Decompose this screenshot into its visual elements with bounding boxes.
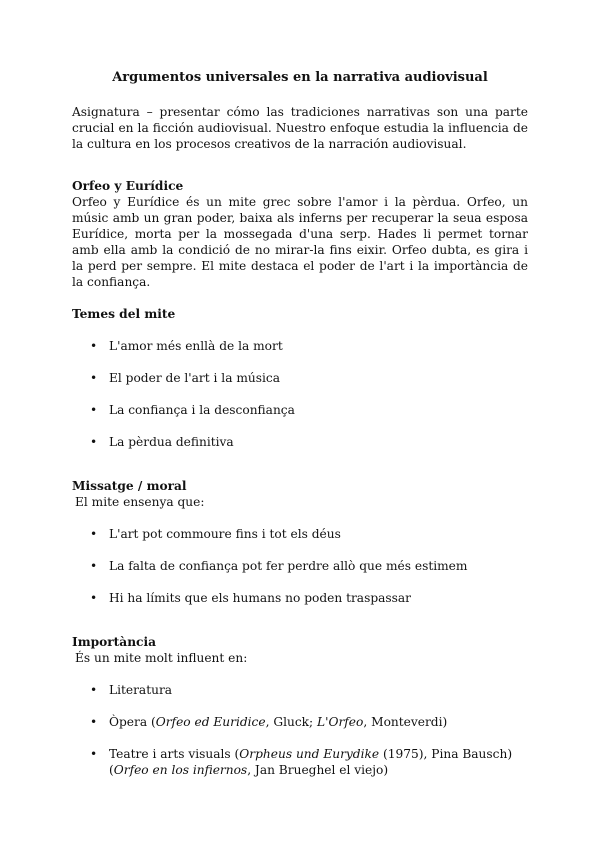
section-heading-orfeo: Orfeo y Eurídice	[72, 179, 184, 193]
orfeo-paragraph: Orfeo y Eurídice és un mite grec sobre l'amor i la pèrdua. Orfeo, un músic amb un gran poder, baixa als inferns per recuperar la seua esposa Eurídice, morta per la mossegada d'una serp. Hades li permet tornar amb ella amb la condició de no mirar-la fins eixir. Orfeo dubta, es gira i la perd per sempre. El mite destaca el poder de l'art i la importància de la confiança.	[72, 195, 528, 289]
list-item	[72, 714, 528, 730]
importancia-list	[72, 682, 528, 778]
item-text: (1975), Pina Bausch) (	[109, 747, 513, 777]
work-title: Orfeo en los infiernos	[113, 763, 248, 777]
temes-list	[72, 338, 528, 450]
missatge-intro: El mite ensenya que:	[75, 495, 205, 509]
list-item: • Hi ha límits que els humans no poden traspassar	[72, 590, 528, 606]
list-item: • Literatura	[72, 682, 528, 698]
importancia-intro: És un mite molt influent en:	[75, 651, 248, 665]
item-text: , Gluck;	[265, 715, 318, 729]
item-text: , Monteverdi)	[363, 715, 448, 729]
item-text: , Jan Brueghel el viejo)	[247, 763, 389, 777]
document-title: Argumentos universales en la narrativa audiovisual	[112, 70, 488, 85]
section-heading-importancia: Importància	[72, 635, 157, 649]
list-item: • El poder de l'art i la música	[72, 370, 528, 386]
item-text: Teatre i arts visuals (	[109, 747, 240, 761]
list-item: • La falta de confiança pot fer perdre allò que més estimem	[72, 558, 528, 574]
item-text: Òpera (	[109, 715, 156, 729]
missatge-list	[72, 526, 528, 606]
work-title: Orpheus und Eurydike	[239, 747, 380, 761]
work-title: Orfeo ed Euridice	[155, 715, 266, 729]
list-item: • La pèrdua definitiva	[72, 434, 528, 450]
intro-paragraph: Asignatura – presentar cómo las tradiciones narrativas son una parte crucial en la ficción audiovisual. Nuestro enfoque estudia la influencia de la cultura en los procesos creativos de la narración audiovisual.	[72, 105, 528, 151]
work-title: L'Orfeo	[317, 715, 364, 729]
list-item: • L'amor més enllà de la mort	[72, 338, 528, 354]
list-item	[72, 746, 528, 778]
list-item: • La confiança i la desconfiança	[72, 402, 528, 418]
section-heading-missatge: Missatge / moral	[72, 479, 187, 493]
section-heading-temes: Temes del mite	[72, 307, 176, 321]
list-item: • L'art pot commoure fins i tot els déus	[72, 526, 528, 542]
